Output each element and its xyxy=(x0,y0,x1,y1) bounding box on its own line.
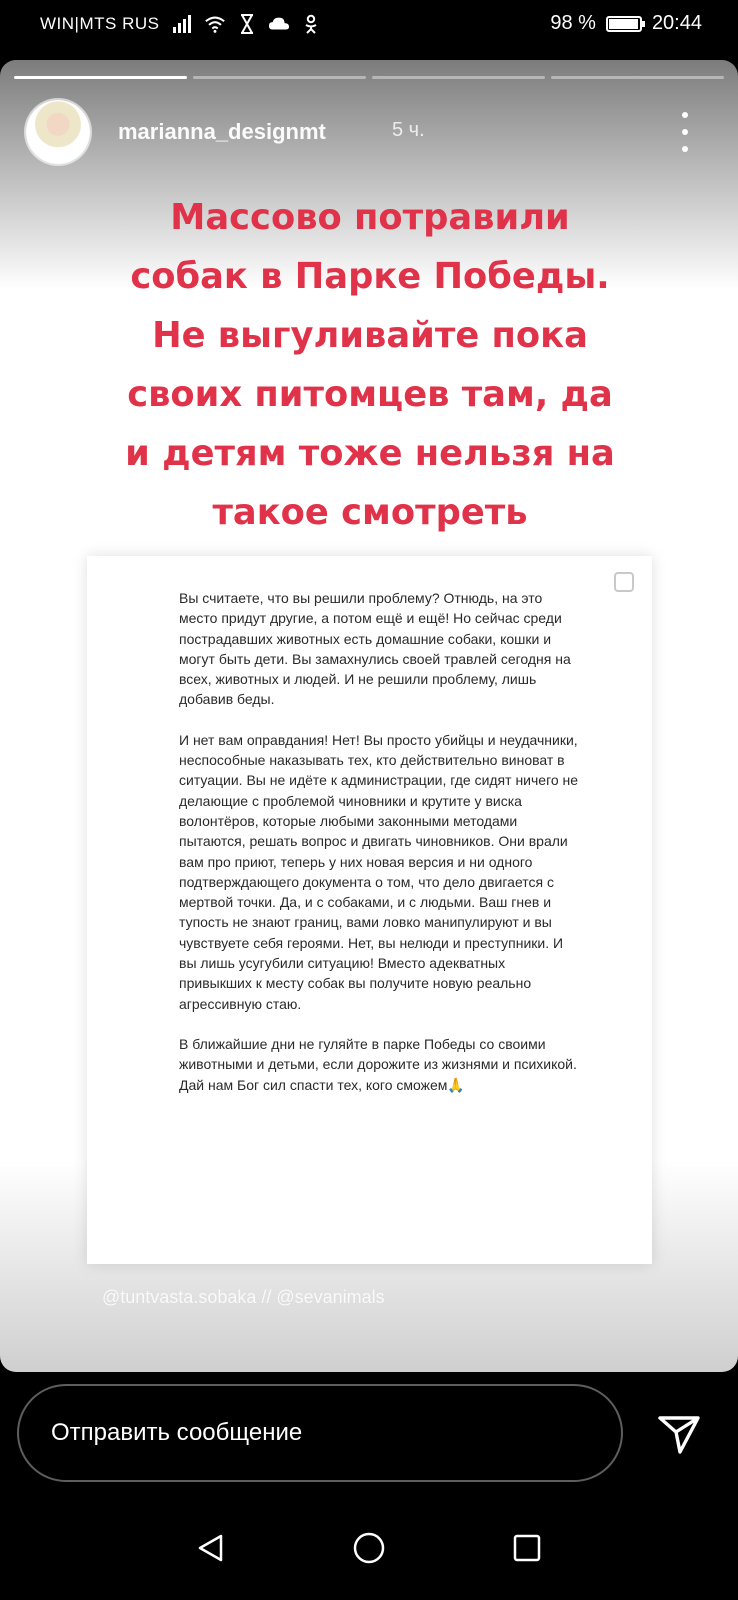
more-options-icon[interactable] xyxy=(676,112,694,152)
status-bar xyxy=(0,0,738,56)
post-paragraph: И нет вам оправдания! Нет! Вы просто убийцы и неудачники, неспособные наказывать тех, кто действительно виноват в ситуации. Вы не идёте к администрации, где сидят ничего не делающие с проблемой чиновники и крутите у виска волонтёров, которые любыми законными методами пытаются, решать вопрос и двигать чиновников. Они врали вам про приют, теперь у них новая версия и ни одного подтверждающего документа о том, что дело двигается с мертвой точки. Да, и с собаками, и с людьми. Ваш гнев и тупость не знают границ, вами ловко манипулируют и вы чувствуете себя героями. Нет, вы нелюди и преступники. И вы лишь усугубили ситуацию! Вместо адекватных привыкших к месту собак вы получите новую реально агрессивную стаю. xyxy=(179,731,579,1012)
wifi-icon xyxy=(204,12,226,36)
clock: 20:44 xyxy=(651,12,702,34)
headline-line: и детям тоже нельзя на xyxy=(125,433,615,474)
progress-segment xyxy=(14,76,187,79)
mention-credits[interactable]: @tuntvasta.sobaka // @sevanimals xyxy=(102,1287,385,1307)
story-time: 5 ч. xyxy=(392,119,425,141)
headline-line: Не выгуливайте пока xyxy=(152,315,588,356)
send-icon[interactable] xyxy=(654,1408,704,1458)
story-progress xyxy=(14,76,724,79)
send-message-input[interactable] xyxy=(17,1384,623,1482)
carrier-name: WIN|MTS RUS xyxy=(40,14,160,33)
story-view[interactable] xyxy=(0,60,738,1372)
status-right xyxy=(550,12,702,35)
battery-percent: 98 % xyxy=(550,12,596,34)
status-icons xyxy=(172,12,322,36)
odnoklassniki-icon xyxy=(300,12,322,36)
headline-line: своих питомцев там, да xyxy=(127,374,613,415)
signal-icon xyxy=(172,12,194,36)
hourglass-icon xyxy=(236,12,258,36)
story-headline xyxy=(66,188,674,542)
recent-apps-icon[interactable] xyxy=(507,1528,547,1568)
post-text xyxy=(179,588,579,1115)
home-icon[interactable] xyxy=(349,1528,389,1568)
headline-line: такое смотреть xyxy=(212,492,528,533)
navigation-bar xyxy=(0,1520,738,1600)
headline-line: собак в Парке Победы. xyxy=(130,256,610,297)
progress-segment xyxy=(551,76,724,79)
back-icon[interactable] xyxy=(191,1528,231,1568)
headline-line: Массово потравили xyxy=(170,197,570,238)
battery-icon xyxy=(606,16,642,32)
post-paragraph: В ближайшие дни не гуляйте в парке Победы со своими животными и детьми, если дорожите из жизнями и психикой. Дай нам Бог сил спасти тех, кого сможем🙏 xyxy=(179,1035,577,1093)
story-username[interactable]: marianna_designmt xyxy=(118,119,326,144)
cloud-icon xyxy=(268,12,290,36)
reposted-post-card xyxy=(87,556,652,1264)
avatar[interactable] xyxy=(26,100,90,164)
checkbox-icon xyxy=(614,572,634,592)
progress-segment xyxy=(193,76,366,79)
post-paragraph: Вы считаете, что вы решили проблему? Отнюдь, на это место придут другие, а потом ещё и ещё! Но сейчас среди пострадавших животных есть домашние собаки, кошки и могут быть дети. Вы замахнулись своей травлей сегодня на всех, животных и людей. И не решили проблему, лишь добавив беды. xyxy=(179,590,571,708)
progress-segment xyxy=(372,76,545,79)
